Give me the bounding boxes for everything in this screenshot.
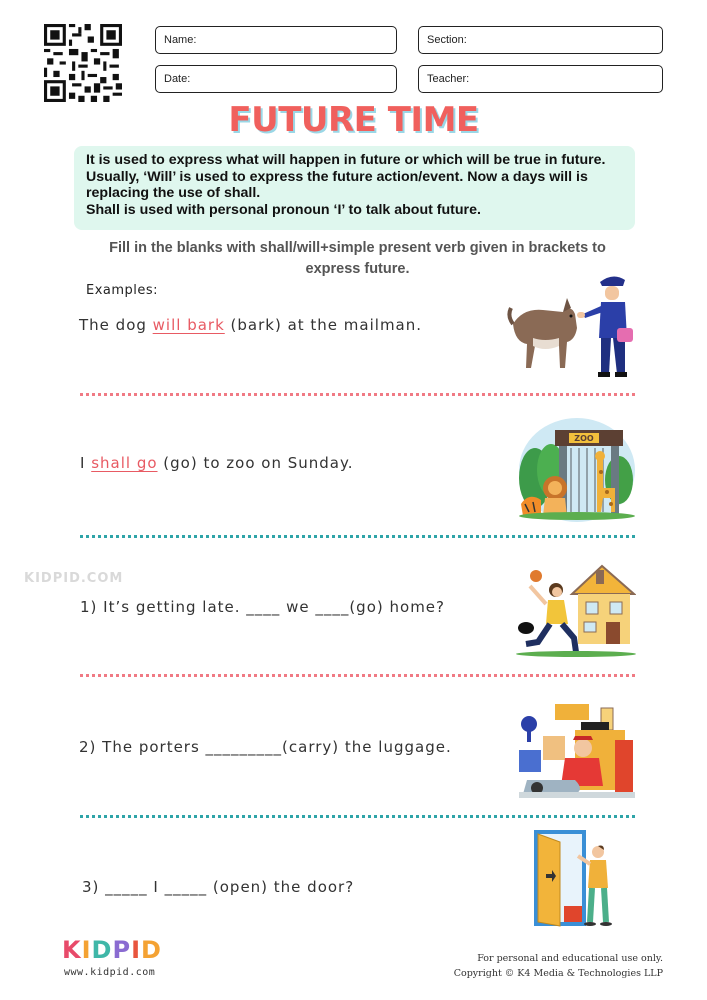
example-1-sentence	[79, 316, 422, 334]
teacher-field[interactable]	[418, 65, 663, 93]
separator-dotted-4	[80, 815, 635, 818]
kidpid-logo	[62, 936, 162, 964]
logo-letter-1: K	[62, 936, 82, 964]
girl-running-home-illustration	[512, 560, 636, 660]
logo-letter-3: D	[91, 936, 113, 964]
porter-illustration	[515, 700, 637, 800]
man-opening-door-illustration	[528, 826, 618, 930]
logo-letter-4: P	[112, 936, 132, 964]
logo-letter-5: I	[131, 936, 141, 964]
site-url: www.kidpid.com	[64, 967, 156, 978]
footer-note-2: Copyright © K4 Media & Technologies LLP	[453, 968, 663, 979]
example-2-answer: shall go	[91, 454, 158, 472]
example-1-before: The dog	[79, 316, 153, 334]
question-3: 3) _____ I _____ (open) the door?	[82, 878, 355, 896]
instruction-text: Fill in the blanks with shall/will+simple present verb given in brackets to express future.	[109, 240, 606, 277]
info-box	[74, 146, 635, 230]
dog-and-mailman-illustration	[505, 268, 635, 380]
footer-note-1: For personal and educational use only.	[477, 953, 663, 964]
teacher-label: Teacher:	[427, 73, 470, 85]
examples-label: Examples:	[86, 283, 159, 298]
example-1-answer: will bark	[152, 316, 225, 334]
logo-letter-2: I	[81, 936, 92, 964]
logo-letter-6: D	[141, 936, 162, 964]
section-field[interactable]	[418, 26, 663, 54]
page-title: FUTURE TIME	[228, 100, 479, 140]
section-label: Section:	[427, 34, 467, 46]
footer-note	[454, 951, 663, 981]
example-2-before: I	[80, 454, 92, 472]
qr-code-icon	[44, 24, 122, 102]
separator-dotted-3	[80, 674, 635, 677]
name-label: Name:	[164, 34, 197, 46]
name-field[interactable]	[155, 26, 397, 54]
separator-dotted-1	[80, 393, 635, 396]
watermark-text: KIDPID.COM	[24, 571, 124, 586]
date-field[interactable]	[155, 65, 397, 93]
example-1-after: (bark) at the mailman.	[224, 316, 423, 334]
example-2-sentence	[80, 454, 354, 472]
example-2-after: (go) to zoo on Sunday.	[157, 454, 354, 472]
zoo-sign-text: ZOO	[574, 434, 594, 443]
info-line-2: Shall is used with personal pronoun ‘I’ to talk about future.	[86, 201, 481, 218]
question-1: 1) It’s getting late. ____ we ____(go) home?	[80, 598, 445, 616]
info-line-1: It is used to express what will happen in future or which will be true in future. Usually, ‘Will’ is used to express the future action/event. Now a days will is replacing the use of shall.	[86, 152, 606, 201]
question-2: 2) The porters _________(carry) the luggage.	[79, 738, 452, 756]
separator-dotted-2	[80, 535, 635, 538]
zoo-illustration	[515, 408, 637, 523]
date-label: Date:	[164, 73, 191, 85]
